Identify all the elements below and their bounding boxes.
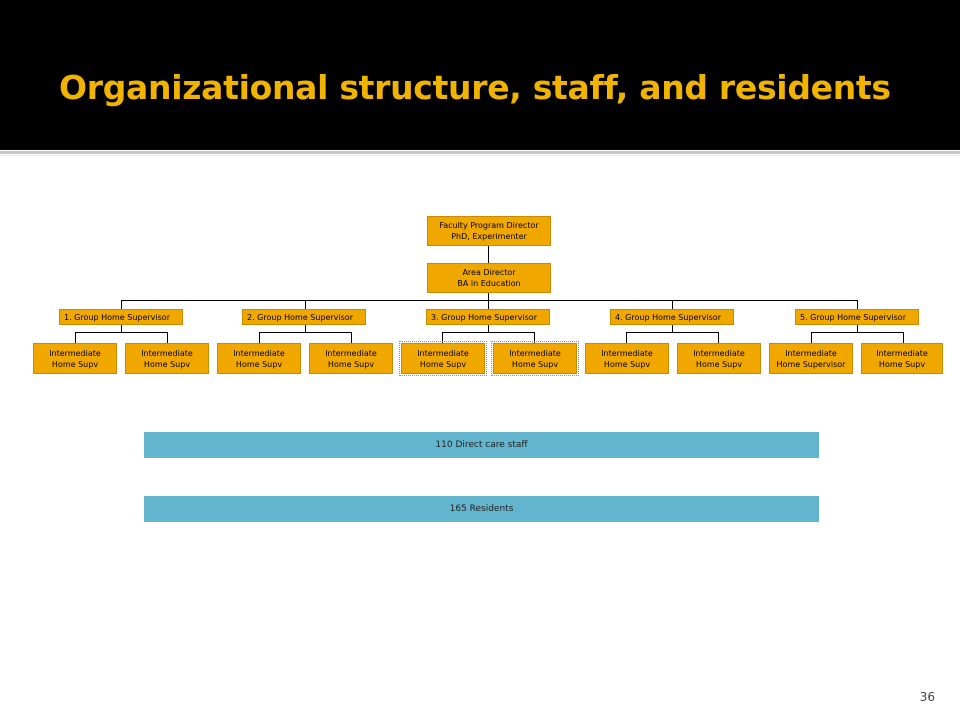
header-divider-thin [0, 155, 960, 156]
intermediate-home-supv-box [585, 343, 669, 374]
intermediate-home-supv-box [125, 343, 209, 374]
intermediate-role: Home Supervisor [776, 359, 846, 369]
sup1-report-b-line [167, 332, 168, 343]
intermediate-title: Intermediate [876, 348, 928, 358]
sup2-report-b-line [351, 332, 352, 343]
supervisor-label: 3. Group Home Supervisor [431, 313, 537, 322]
faculty-program-director-box [427, 216, 551, 246]
supervisor-label: 1. Group Home Supervisor [64, 313, 170, 322]
intermediate-title: Intermediate [417, 348, 469, 358]
connector-area-bus [488, 293, 489, 300]
supervisor-bus [121, 300, 857, 301]
intermediate-role: Home Supv [695, 359, 743, 369]
supervisor-label: 2. Group Home Supervisor [247, 313, 353, 322]
sup4-reports-bus [672, 325, 673, 332]
group-home-supervisor-4-box [610, 309, 734, 325]
intermediate-role: Home Supv [51, 359, 99, 369]
sup1-reports-bus-h [75, 332, 167, 333]
intermediate-role: Home Supv [419, 359, 467, 369]
intermediate-title: Intermediate [233, 348, 285, 358]
intermediate-title: Intermediate [325, 348, 377, 358]
direct-care-staff-bar: 110 Direct care staff [144, 432, 819, 458]
director-title: Faculty Program Director [439, 221, 539, 230]
intermediate-role: Home Supv [235, 359, 283, 369]
connector-sup5 [857, 300, 858, 309]
page-number: 36 [919, 690, 935, 704]
sup1-reports-bus [121, 325, 122, 332]
intermediate-home-supv-box [861, 343, 943, 374]
intermediate-title: Intermediate [141, 348, 193, 358]
sup3-reports-bus [488, 325, 489, 332]
residents-bar: 165 Residents [144, 496, 819, 522]
intermediate-title: Intermediate [693, 348, 745, 358]
sup2-reports-bus [305, 325, 306, 332]
sup5-report-b-line [903, 332, 904, 343]
intermediate-home-supv-box [33, 343, 117, 374]
area-director-box [427, 263, 551, 293]
group-home-supervisor-2-box [242, 309, 366, 325]
sup2-reports-bus-h [259, 332, 351, 333]
intermediate-home-supv-box [493, 343, 577, 374]
connector-sup3 [488, 300, 489, 309]
connector-sup4 [672, 300, 673, 309]
intermediate-home-supv-box [217, 343, 301, 374]
intermediate-home-supv-box [309, 343, 393, 374]
group-home-supervisor-5-box [795, 309, 919, 325]
intermediate-title: Intermediate [509, 348, 561, 358]
area-director-credential: BA in Education [457, 279, 521, 288]
sup4-report-a-line [626, 332, 627, 343]
director-credential: PhD, Experimenter [451, 232, 527, 241]
intermediate-role: Home Supv [511, 359, 559, 369]
sup1-report-a-line [75, 332, 76, 343]
connector-director-area [488, 246, 489, 263]
header-divider [0, 151, 960, 154]
intermediate-home-supv-box [401, 343, 485, 374]
sup4-report-b-line [718, 332, 719, 343]
intermediate-home-supv-box [769, 343, 853, 374]
sup3-report-b-line [534, 332, 535, 343]
intermediate-home-supv-box [677, 343, 761, 374]
area-director-title: Area Director [462, 268, 516, 277]
sup2-report-a-line [259, 332, 260, 343]
supervisor-label: 4. Group Home Supervisor [615, 313, 721, 322]
sup3-reports-bus-h [442, 332, 534, 333]
group-home-supervisor-3-box [426, 309, 550, 325]
connector-sup2 [305, 300, 306, 309]
intermediate-title: Intermediate [601, 348, 653, 358]
intermediate-role: Home Supv [878, 359, 926, 369]
intermediate-title: Intermediate [49, 348, 101, 358]
intermediate-role: Home Supv [143, 359, 191, 369]
connector-sup1 [121, 300, 122, 309]
intermediate-title: Intermediate [785, 348, 837, 358]
sup5-report-a-line [811, 332, 812, 343]
sup3-report-a-line [442, 332, 443, 343]
supervisor-label: 5. Group Home Supervisor [800, 313, 906, 322]
sup5-reports-bus [857, 325, 858, 332]
sup4-reports-bus-h [626, 332, 718, 333]
slide-title: Organizational structure, staff, and residents [59, 68, 891, 107]
intermediate-role: Home Supv [327, 359, 375, 369]
sup5-reports-bus-h [811, 332, 903, 333]
group-home-supervisor-1-box [59, 309, 183, 325]
intermediate-role: Home Supv [603, 359, 651, 369]
